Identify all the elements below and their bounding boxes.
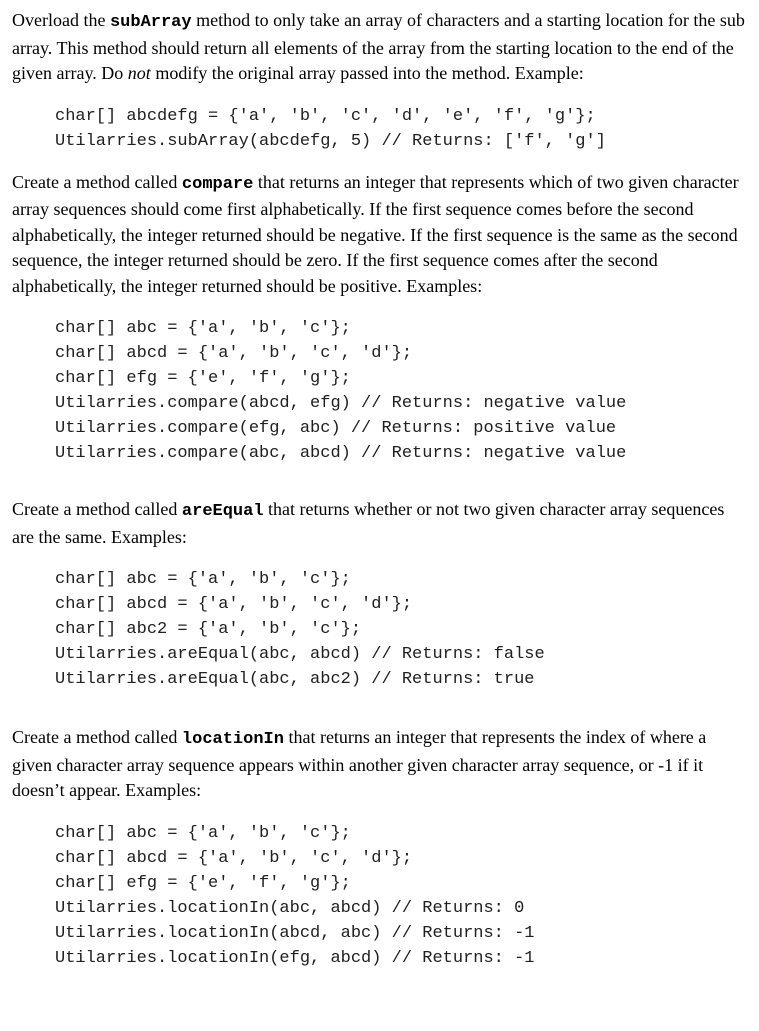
code-line: char[] abc = {'a', 'b', 'c'}; bbox=[55, 570, 351, 589]
code-line: Utilarries.compare(abcd, efg) // Returns: negative value bbox=[55, 394, 627, 413]
areequal-desc-post: that returns whether or not two given character array sequences are the same. Examples: bbox=[12, 499, 725, 547]
code-line: Utilarries.areEqual(abc, abcd) // Returns: false bbox=[55, 645, 545, 664]
code-line: Utilarries.compare(efg, abc) // Returns: positive value bbox=[55, 419, 617, 438]
code-line: Utilarries.locationIn(abcd, abc) // Returns: -1 bbox=[55, 923, 535, 943]
locationin-description bbox=[12, 725, 747, 804]
areequal-desc-pre: Create a method called bbox=[12, 499, 182, 519]
subarray-desc-post: modify the original array passed into the method. Example: bbox=[150, 63, 584, 83]
subarray-code-example bbox=[12, 104, 747, 154]
areequal-code-example bbox=[12, 567, 747, 692]
compare-desc-post: that returns an integer that represents which of two given character array sequences should come first alphabetically. If the first sequence comes before the second alphabetically, the integer returned should be negative. If the first sequence is the same as the second sequence, the integer returned should be zero. If the first sequence comes after the second alphabetically, the integer returned should be positive. Examples: bbox=[12, 171, 739, 296]
code-line: char[] abcd = {'a', 'b', 'c', 'd'}; bbox=[55, 848, 413, 868]
compare-method-name: compare bbox=[181, 174, 254, 194]
compare-desc-pre: Create a method called bbox=[12, 171, 182, 192]
code-line: char[] abcd = {'a', 'b', 'c', 'd'}; bbox=[55, 344, 413, 363]
compare-code-example bbox=[12, 316, 747, 466]
code-line: char[] abcdefg = {'a', 'b', 'c', 'd', 'e', 'f', 'g'}; bbox=[55, 106, 596, 126]
areequal-method-name: areEqual bbox=[181, 502, 264, 521]
areequal-description bbox=[12, 497, 747, 550]
code-line: char[] efg = {'e', 'f', 'g'}; bbox=[55, 873, 351, 893]
code-line: char[] abc2 = {'a', 'b', 'c'}; bbox=[55, 620, 362, 639]
code-line: char[] abc = {'a', 'b', 'c'}; bbox=[55, 319, 351, 338]
code-line: Utilarries.compare(abc, abcd) // Returns: negative value bbox=[55, 444, 627, 463]
code-line: char[] abcd = {'a', 'b', 'c', 'd'}; bbox=[55, 595, 413, 614]
locationin-method-name: locationIn bbox=[181, 730, 284, 749]
compare-description bbox=[12, 170, 747, 300]
subarray-desc-mid: method to only take an array of characters and a starting location for the sub array. This method should return all elements of the array from the starting location to the end of the given array. Do bbox=[12, 10, 745, 83]
locationin-desc-post: that returns an integer that represents the index of where a given character array sequence appears within another given character array sequence, or -1 if it doesn’t appear. Examples: bbox=[12, 727, 707, 800]
code-line: Utilarries.locationIn(efg, abcd) // Returns: -1 bbox=[55, 948, 535, 968]
subarray-method-name: subArray bbox=[109, 13, 192, 32]
subarray-desc-pre: Overload the bbox=[12, 10, 110, 30]
locationin-code-example bbox=[12, 821, 747, 971]
code-line: Utilarries.locationIn(abc, abcd) // Returns: 0 bbox=[55, 898, 525, 918]
document-page bbox=[12, 8, 747, 971]
code-line: Utilarries.areEqual(abc, abc2) // Returns: true bbox=[55, 670, 535, 689]
locationin-desc-pre: Create a method called bbox=[12, 727, 182, 747]
code-line: char[] efg = {'e', 'f', 'g'}; bbox=[55, 369, 351, 388]
subarray-description bbox=[12, 8, 747, 87]
code-line: Utilarries.subArray(abcdefg, 5) // Returns: ['f', 'g'] bbox=[55, 131, 606, 151]
subarray-desc-emphasis: not bbox=[127, 63, 151, 83]
code-line: char[] abc = {'a', 'b', 'c'}; bbox=[55, 823, 351, 843]
